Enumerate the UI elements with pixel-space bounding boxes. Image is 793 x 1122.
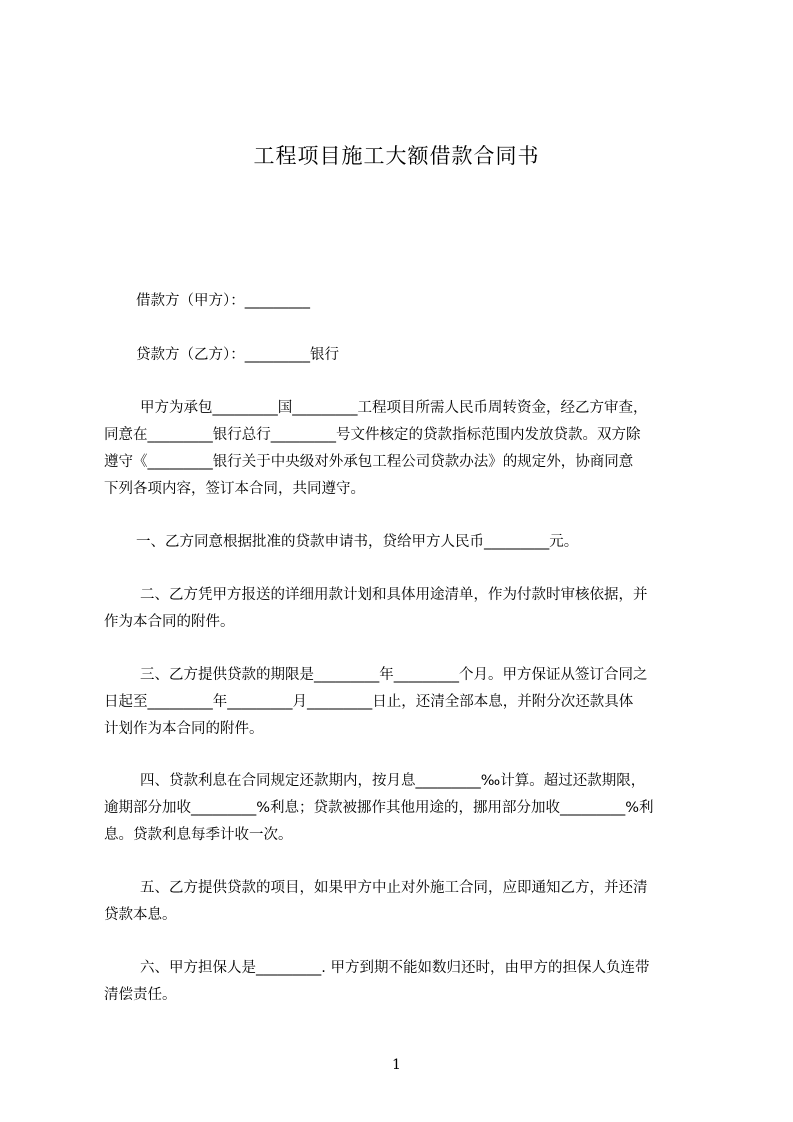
preamble-line: 甲方为承包_________国_________工程项目所需人民币周转资金，经乙方审查， bbox=[140, 400, 648, 416]
clause-5-line: 五、乙方提供贷款的项目，如果甲方中止对外施工合同，应即通知乙方，并还清 bbox=[140, 880, 648, 896]
preamble-line: 下列各项内容，签订本合同，共同遵守。 bbox=[104, 481, 365, 497]
clause-3-line: 计划作为本合同的附件。 bbox=[104, 721, 264, 737]
clause-4-line: 四、贷款利息在合同规定还款期内，按月息_________‰计算。超过还款期限， bbox=[140, 773, 646, 789]
clause-6-line: 清偿责任。 bbox=[104, 987, 177, 1003]
lender-line: 贷款方（乙方）：_________银行 bbox=[136, 347, 339, 363]
clause-3-line: 三、乙方提供贷款的期限是_________年_________个月。甲方保证从签订合同之 bbox=[140, 667, 648, 683]
clause-4-line: 息。贷款利息每季计收一次。 bbox=[104, 827, 293, 843]
clause-2-line: 作为本合同的附件。 bbox=[104, 614, 235, 630]
clause-4-line: 逾期部分加收_________%利息；贷款被挪作其他用途的，挪用部分加收_________%利 bbox=[104, 800, 654, 816]
clause-1-line: 一、乙方同意根据批准的贷款申请书，贷给甲方人民币_________元。 bbox=[136, 534, 579, 550]
borrower-line: 借款方（甲方）：_________ bbox=[136, 293, 310, 309]
preamble-line: 同意在_________银行总行_________号文件核定的贷款指标范围内发放贷款。双方除 bbox=[104, 427, 641, 443]
clause-2-line: 二、乙方凭甲方报送的详细用款计划和具体用途清单，作为付款时审核依据，并 bbox=[140, 587, 648, 603]
clause-6-line: 六、甲方担保人是_________. 甲方到期不能如数归还时，由甲方的担保人负连带 bbox=[140, 960, 650, 976]
preamble-line: 遵守《_________银行关于中央级对外承包工程公司贷款办法》的规定外，协商同意 bbox=[104, 454, 634, 470]
clause-3-line: 日起至_________年_________月_________日止，还清全部本息，并附分次还款具体 bbox=[104, 694, 634, 710]
clause-5-line: 贷款本息。 bbox=[104, 907, 177, 923]
page-number: 1 bbox=[392, 1057, 401, 1073]
document-title: 工程项目施工大额借款合同书 bbox=[253, 144, 540, 168]
